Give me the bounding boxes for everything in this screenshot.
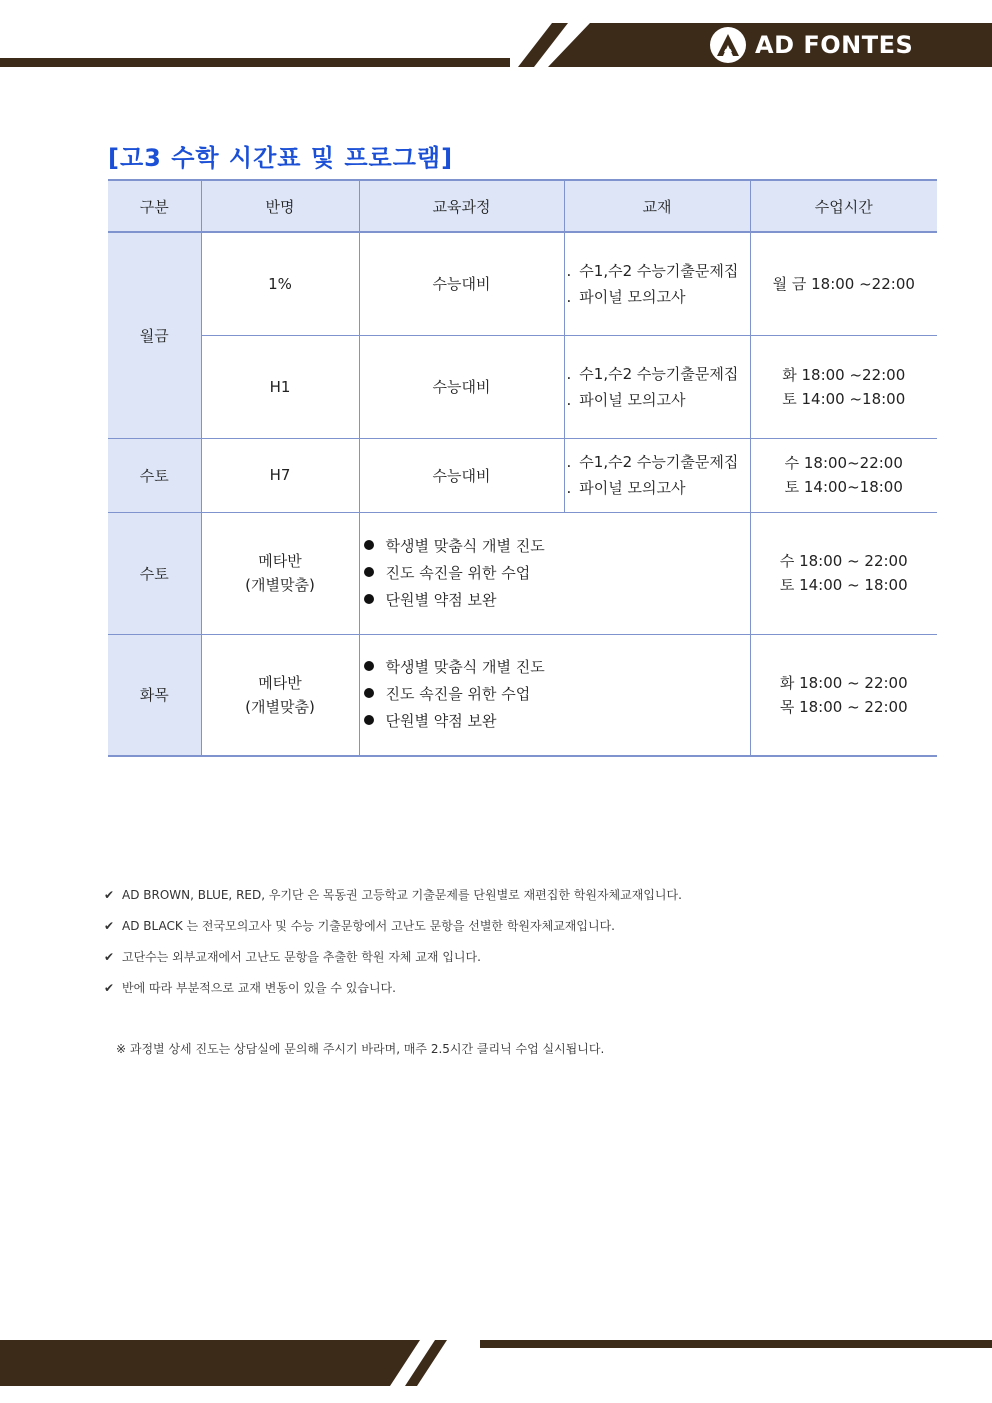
black-circle-bullet-icon [364, 661, 374, 671]
list-item: ✔ 반에 따라 부분적으로 교재 변동이 있을 수 있습니다. [104, 977, 682, 1008]
category-cell: 화목 [108, 634, 201, 756]
black-circle-bullet-icon [364, 540, 374, 550]
black-circle-bullet-icon [364, 715, 374, 725]
table-row [108, 512, 937, 634]
category-cell: 수토 [108, 438, 201, 512]
check-icon: ✔ [104, 950, 115, 964]
table-row [108, 634, 937, 756]
col-header-class: 반명 [201, 180, 359, 232]
category-cell: 월금 [108, 232, 201, 438]
course-cell: 수능대비 [359, 232, 564, 335]
table-row [108, 438, 937, 512]
course-cell: 수능대비 [359, 335, 564, 438]
course-cell: 수능대비 [359, 438, 564, 512]
page-title: [고3 수학 시간표 및 프로그램] [108, 144, 454, 172]
textbook-item: . 수1,수2 수능기출문제집 [566, 453, 739, 471]
check-icon: ✔ [104, 981, 115, 995]
program-item: 단원별 약점 보완 [364, 708, 750, 735]
textbook-item: . 파이널 모의고사 [566, 479, 686, 497]
footer-rule [480, 1340, 992, 1348]
class-time-cell: 화 18:00 ~ 22:00 목 18:00 ~ 22:00 [750, 634, 937, 756]
class-time-cell: 월 금 18:00 ~22:00 [750, 232, 937, 335]
program-item: 단원별 약점 보완 [364, 587, 750, 614]
class-time-cell: 수 18:00~22:00 토 14:00~18:00 [750, 438, 937, 512]
col-header-textbook: 교재 [564, 180, 750, 232]
class-name-cell: H7 [201, 438, 359, 512]
class-name-cell: 1% [201, 232, 359, 335]
schedule-table [108, 179, 937, 757]
col-header-class-time: 수업시간 [750, 180, 937, 232]
table-row [108, 232, 937, 335]
check-icon: ✔ [104, 919, 115, 933]
program-item: 진도 속진을 위한 수업 [364, 681, 750, 708]
list-item: ✔ AD BROWN, BLUE, RED, 우기단 은 목동권 고등학교 기출문제를 단원별로 재편집한 학원자체교재입니다. [104, 884, 682, 915]
brand-logo [710, 26, 913, 64]
col-header-category: 구분 [108, 180, 201, 232]
table-header-row [108, 180, 937, 232]
class-time-cell: 화 18:00 ~22:00 토 14:00 ~18:00 [750, 335, 937, 438]
program-item: 학생별 맞춤식 개별 진도 [364, 654, 750, 681]
program-item: 학생별 맞춤식 개별 진도 [364, 533, 750, 560]
list-item: ✔ AD BLACK 는 전국모의고사 및 수능 기출문항에서 고난도 문항을 선별한 학원자체교재입니다. [104, 915, 682, 946]
check-icon: ✔ [104, 888, 115, 902]
program-cell [359, 634, 750, 756]
textbook-cell [564, 232, 750, 335]
table-row [108, 335, 937, 438]
textbook-item: . 수1,수2 수능기출문제집 [566, 364, 739, 383]
ad-fontes-a-icon [710, 27, 746, 63]
category-cell: 수토 [108, 512, 201, 634]
program-cell [359, 512, 750, 634]
black-circle-bullet-icon [364, 688, 374, 698]
header-rule [0, 58, 510, 67]
class-name-cell: H1 [201, 335, 359, 438]
black-circle-bullet-icon [364, 567, 374, 577]
class-name-cell: 메타반 (개별맞춤) [201, 512, 359, 634]
class-time-cell: 수 18:00 ~ 22:00 토 14:00 ~ 18:00 [750, 512, 937, 634]
class-name-cell: 메타반 (개별맞춤) [201, 634, 359, 756]
col-header-course: 교육과정 [359, 180, 564, 232]
textbook-item: . 수1,수2 수능기출문제집 [566, 261, 739, 280]
list-item: ✔ 고단수는 외부교재에서 고난도 문항을 추출한 학원 자체 교재 입니다. [104, 946, 682, 977]
black-circle-bullet-icon [364, 594, 374, 604]
textbook-cell [564, 335, 750, 438]
notes-list [104, 884, 682, 1008]
program-item: 진도 속진을 위한 수업 [364, 560, 750, 587]
textbook-item: . 파이널 모의고사 [566, 390, 686, 409]
brand-name: AD FONTES [755, 31, 914, 59]
textbook-cell [564, 438, 750, 512]
textbook-item: . 파이널 모의고사 [566, 287, 686, 306]
remark-note: ※ 과정별 상세 진도는 상담실에 문의해 주시기 바라며, 매주 2.5시간 클리닉 수업 실시됩니다. [116, 1042, 605, 1056]
footer-band [0, 1340, 420, 1386]
